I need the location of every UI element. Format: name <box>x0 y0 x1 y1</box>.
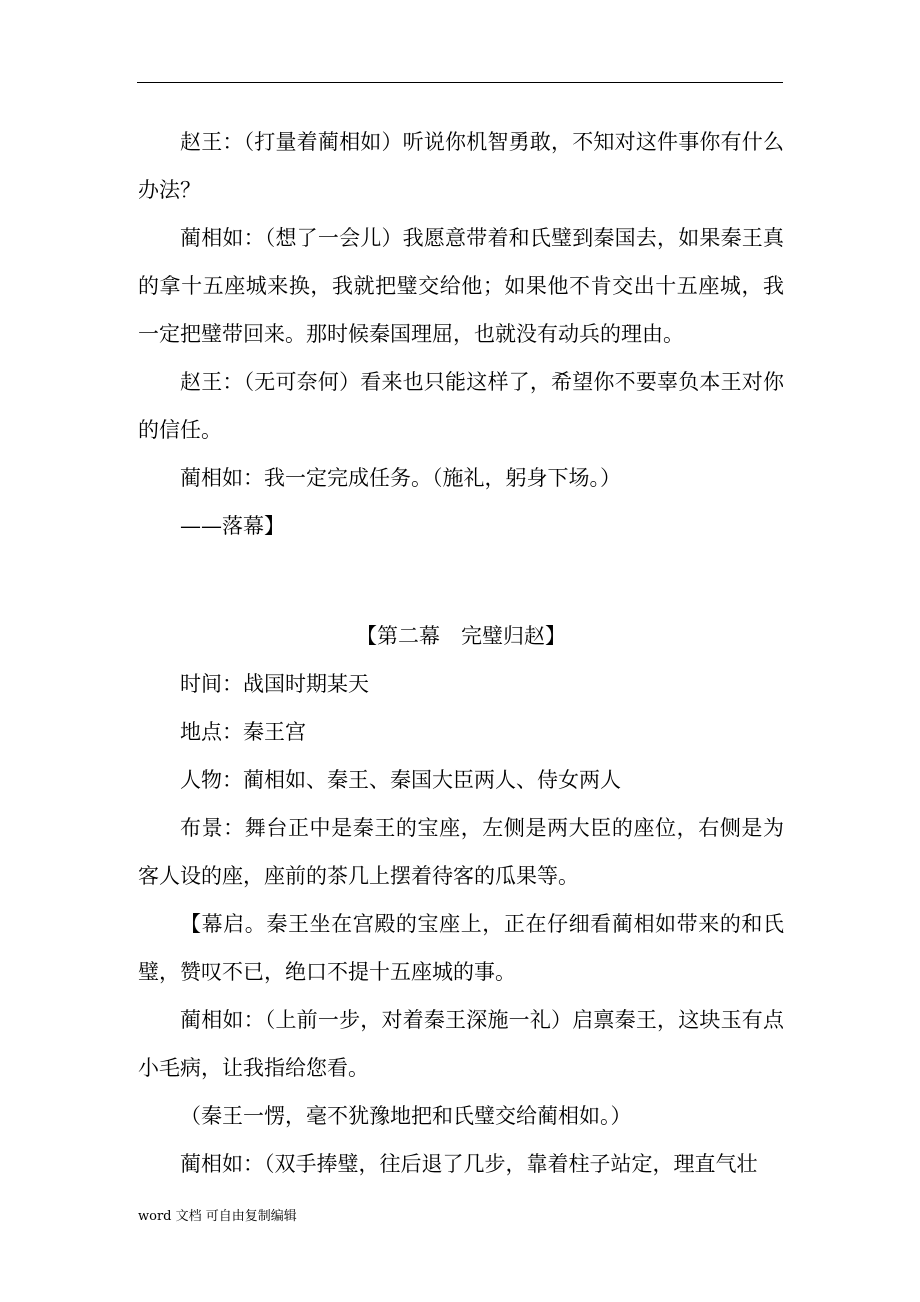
paragraph-zhao-wang-1: 赵王：（打量着蔺相如）听说你机智勇敢，不知对这件事你有什么办法？ <box>138 130 784 202</box>
paragraph-curtain: ——落幕】 <box>180 514 285 538</box>
paragraph-qin-wang-action: （秦王一愣，毫不犹豫地把和氏璧交给蔺相如。） <box>180 1104 632 1128</box>
paragraph-time: 时间：战国时期某天 <box>180 672 369 696</box>
paragraph-scenery: 布景：舞台正中是秦王的宝座，左侧是两大臣的座位，右侧是为客人设的座，座前的茶几上摆着待客的瓜果等。 <box>138 816 784 888</box>
paragraph-characters: 人物：蔺相如、秦王、秦国大臣两人、侍女两人 <box>180 768 621 792</box>
paragraph-lin-xiangru-2: 蔺相如：我一定完成任务。（施礼，躬身下场。） <box>180 466 621 490</box>
paragraph-curtain-rise: 【幕启。秦王坐在宫殿的宝座上，正在仔细看蔺相如带来的和氏璧，赞叹不已，绝口不提十五座城的事。 <box>138 912 784 984</box>
paragraph-lin-xiangru-4: 蔺相如：（双手捧璧，往后退了几步，靠着柱子站定，理直气壮 <box>180 1152 758 1176</box>
page-footer: word 文档 可自由复制编辑 <box>138 1209 297 1224</box>
paragraph-place: 地点：秦王宫 <box>180 720 306 744</box>
act-heading: 【第二幕 完璧归赵】 <box>356 624 566 648</box>
paragraph-zhao-wang-2: 赵王：（无可奈何）看来也只能这样了，希望你不要辜负本王对你的信任。 <box>138 370 784 442</box>
section-gap <box>138 550 784 612</box>
document-body <box>138 118 784 1188</box>
header-rule <box>137 82 783 83</box>
paragraph-lin-xiangru-1: 蔺相如：（想了一会儿）我愿意带着和氏璧到秦国去，如果秦王真的拿十五座城来换，我就把璧交给他；如果他不肯交出十五座城，我一定把璧带回来。那时候秦国理屈，也就没有动兵的理由。 <box>138 226 784 346</box>
paragraph-lin-xiangru-3: 蔺相如：（上前一步，对着秦王深施一礼）启禀秦王，这块玉有点小毛病，让我指给您看。 <box>138 1008 784 1080</box>
